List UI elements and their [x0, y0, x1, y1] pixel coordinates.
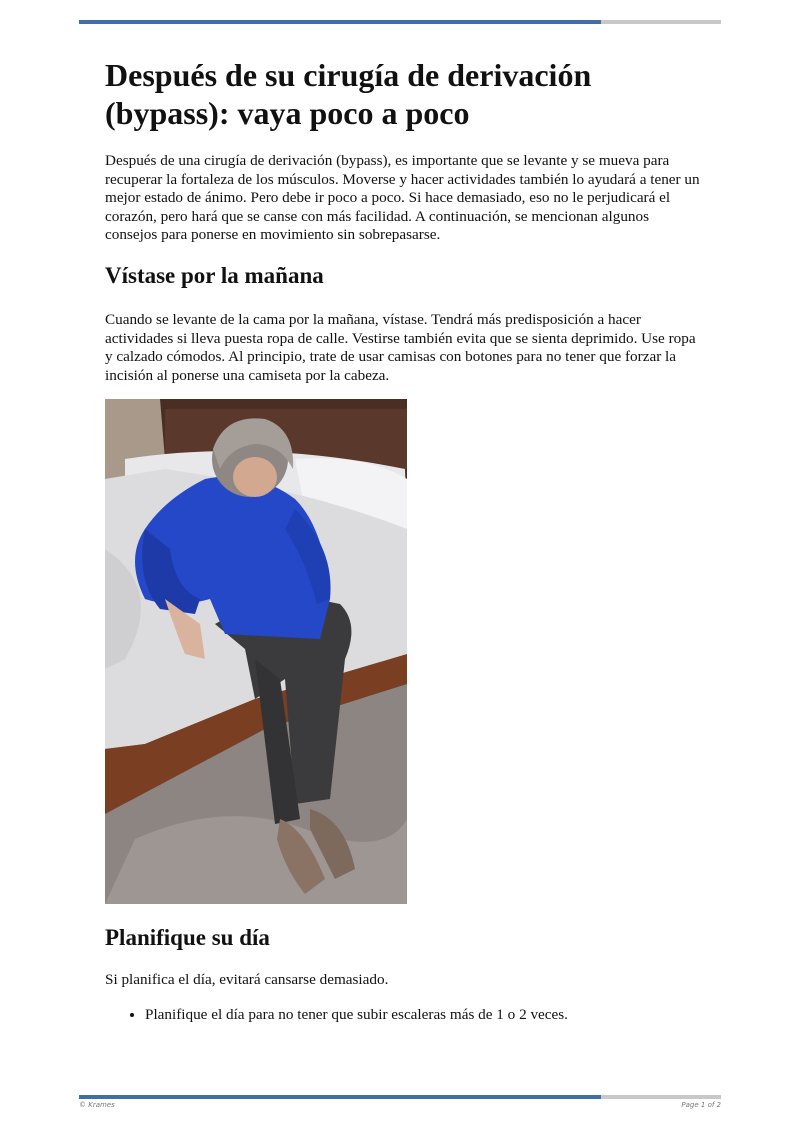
footer-rule: [79, 1095, 721, 1099]
section-body-plan: Si planifica el día, evitará cansarse demasiado.: [105, 971, 389, 988]
woman-dressing-photo: [105, 399, 407, 904]
section-heading-plan: Planifique su día: [105, 925, 270, 950]
page-title: Después de su cirugía de derivación (bypass): vaya poco a poco: [105, 57, 592, 131]
page-number: Page 1 of 2: [681, 1101, 721, 1109]
copyright: © Krames: [79, 1101, 115, 1109]
header-rule: [79, 20, 721, 24]
section-body-dress: Cuando se levante de la cama por la mañana, vístase. Tendrá más predisposición a hacer actividades si lleva puesta ropa de calle. Vestirse también evita que se sienta deprimido. Use ropa y calzado cómodos. Al principio, trate de usar camisas con botones para no tener que forzar la incisión al ponerse una camiseta por la cabeza.: [105, 311, 696, 384]
list-item: • Planifique el día para no tener que subir escaleras más de 1 o 2 veces.: [145, 1006, 725, 1025]
intro-paragraph: Después de una cirugía de derivación (bypass), es importante que se levante y se mueva para recuperar la fortaleza de los músculos. Moverse y hacer actividades también lo ayudará a tener un mejor estado de ánimo. Pero debe ir poco a poco. Si hace demasiado, eso no le perjudicará el corazón, pero hará que se canse con más facilidad. A continuación, se mencionan algunos consejos para ponerse en movimiento sin sobrepasarse.: [105, 152, 700, 243]
bullet-list: [105, 1006, 725, 1025]
section-heading-dress: Vístase por la mañana: [105, 263, 324, 288]
